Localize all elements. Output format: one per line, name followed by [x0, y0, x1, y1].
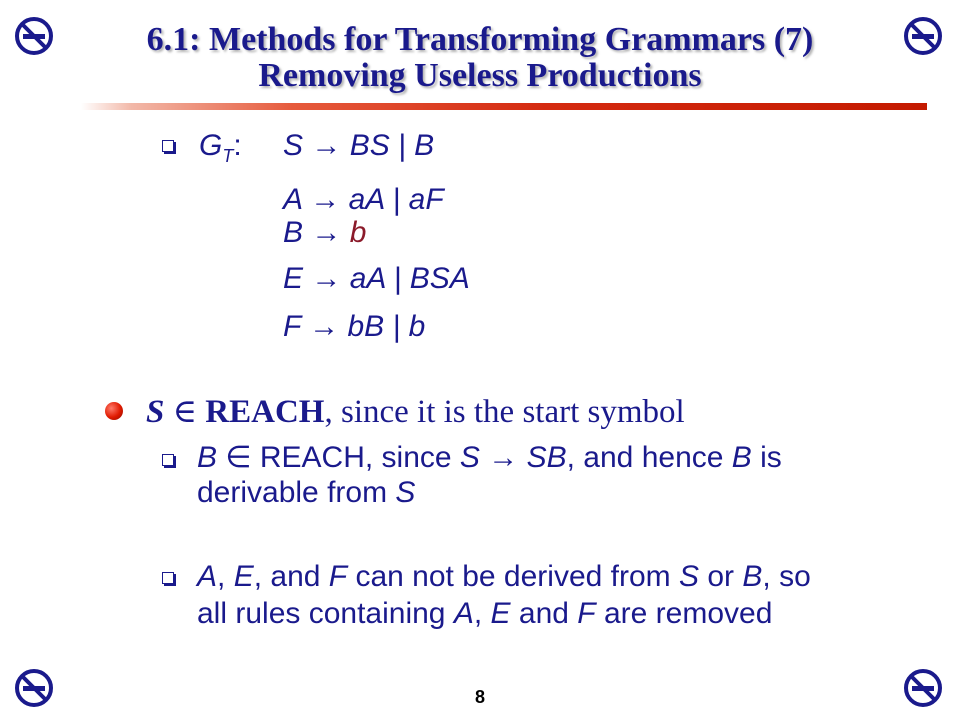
rule-lhs: F	[283, 310, 301, 343]
grammar-rule	[283, 262, 470, 296]
main-bullet-symbol: S	[146, 394, 165, 430]
title-line-2: Removing Useless Productions	[258, 57, 702, 94]
no-smoking-icon	[903, 16, 943, 56]
rule-rhs: aA | BSA	[349, 262, 470, 295]
rule-rhs: aA | aF	[348, 183, 444, 216]
grammar-name-sub: T	[222, 146, 234, 166]
title-underline	[81, 103, 927, 110]
no-smoking-icon	[14, 668, 54, 708]
grammar-name	[199, 129, 242, 173]
grammar-rule	[283, 310, 425, 344]
sub-bullet-2-line-2	[197, 597, 772, 631]
sb2-so: , so	[762, 560, 811, 593]
grammar-rule	[283, 183, 444, 217]
no-smoking-icon	[903, 668, 943, 708]
sb1-text2: , and hence	[566, 441, 724, 474]
rule-lhs: A	[283, 183, 302, 216]
sb2-and: , and	[253, 560, 321, 593]
rule-lhs: S	[283, 129, 304, 162]
main-bullet-member: ∈	[172, 394, 198, 430]
sub-bullet-1-line-1	[197, 441, 782, 475]
sb2-text1: can not be derived from	[355, 560, 671, 593]
rule-lhs: E	[283, 262, 304, 295]
rule-arrow: →	[311, 262, 342, 295]
sb1-arrow: →	[488, 441, 519, 474]
slide-title	[80, 22, 880, 94]
sub-bullet-2-line-1	[197, 560, 811, 594]
main-bullet-rest: , since it is the start symbol	[324, 394, 685, 430]
rule-lhs: B	[283, 216, 304, 249]
sb2-e: E	[233, 560, 254, 593]
rule-rhs: b	[349, 216, 367, 249]
sub-bullet-1-line-2	[197, 476, 415, 510]
sb1-line2: derivable from	[197, 476, 388, 509]
sb1-sym: B	[197, 441, 218, 474]
sb2-or: or	[707, 560, 735, 593]
sb1-s: S	[459, 441, 480, 474]
sb1-text3: is	[760, 441, 782, 474]
sb2-line2b: are removed	[603, 597, 773, 630]
square-bullet-icon	[162, 572, 174, 584]
page-number: 8	[474, 687, 485, 707]
rule-arrow: →	[310, 183, 341, 216]
sb2-comma: ,	[217, 560, 226, 593]
sb2-line2-and: and	[518, 597, 569, 630]
rule-rhs: BS | B	[349, 129, 435, 162]
sb2-a: A	[197, 560, 218, 593]
sb2-line2-f: F	[577, 597, 596, 630]
grammar-rule	[283, 129, 434, 163]
sb1-member: ∈	[225, 441, 252, 474]
sb2-line2-a: A	[453, 597, 474, 630]
sb1-b: B	[731, 441, 752, 474]
no-smoking-icon	[14, 16, 54, 56]
sb2-s: S	[679, 560, 700, 593]
rule-arrow: →	[309, 310, 340, 343]
rule-rhs: bB | b	[347, 310, 426, 343]
grammar-rule	[283, 216, 366, 250]
square-bullet-icon	[162, 140, 174, 152]
sb2-b: B	[742, 560, 763, 593]
rule-arrow: →	[311, 129, 342, 162]
sb2-line2-e: E	[490, 597, 511, 630]
title-line-1: 6.1: Methods for Transforming Grammars (7)	[146, 21, 814, 58]
sb2-line2-comma: ,	[473, 597, 483, 630]
sb1-sb: SB	[526, 441, 567, 474]
sb2-line2a: all rules containing	[197, 597, 446, 630]
grammar-name-colon: :	[233, 129, 242, 162]
round-bullet-icon	[105, 402, 123, 420]
main-bullet-set: REACH	[205, 394, 325, 430]
main-bullet-text	[146, 394, 685, 430]
sb1-line2-s: S	[395, 476, 416, 509]
sb1-text1: REACH, since	[259, 441, 452, 474]
square-bullet-icon	[162, 454, 174, 466]
sb2-f: F	[328, 560, 348, 593]
grammar-name-main: G	[199, 129, 223, 162]
rule-arrow: →	[311, 216, 342, 249]
